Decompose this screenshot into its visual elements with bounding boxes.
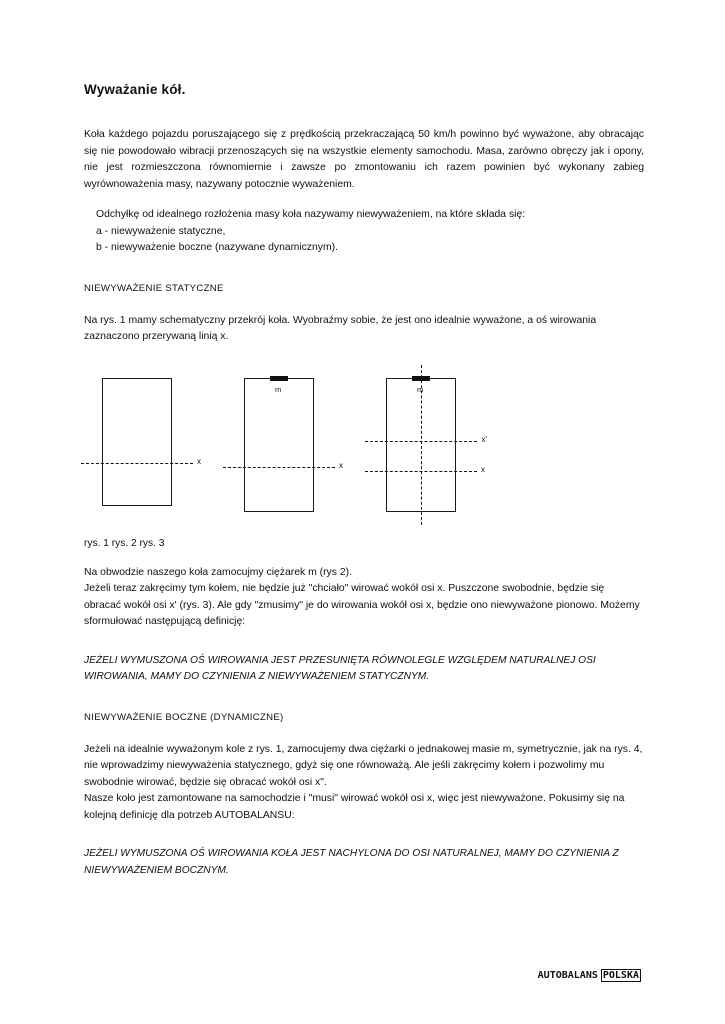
axis-label-x-prime-rys-3: x' [481,434,487,444]
mass-label-rys-2: m [275,384,282,394]
figure-rys-3 [386,378,487,512]
figure-rys-1 [102,378,201,506]
autobalans-polska-logo [538,969,641,982]
axis-vertical-rys-3 [421,365,422,525]
logo-text-autobalans: AUTOBALANS [537,970,598,981]
deviation-paragraph: Odchyłkę od idealnego rozłożenia masy koła nazywamy niewyważeniem, na które składa się: [96,209,526,220]
bullet-a: a - niewyważenie statyczne, [96,225,226,237]
figure-caption: rys. 1 rys. 2 rys. 3 [84,537,165,549]
axis-label-x-rys-3: x [481,464,485,474]
bullet-b: b - niewyważenie boczne (nazywane dynamicznym). [96,242,338,253]
definition-dynamic: JEŻELI WYMUSZONA OŚ WIROWANIA KOŁA JEST NACHYLONA DO OSI NATURALNEJ, MAMY DO CZYNIENIA Z NIEWYWAŻENIEM BOCZNYM. [84,848,619,876]
axis-label-x-rys-2: x [339,460,343,470]
page-title: Wyważanie kół. [84,82,186,97]
axis-x-rys-1 [81,463,193,464]
section2-paragraph-2: Nasze koło jest zamontowane na samochodzie i "musi" wirować wokół osi x, więc jest niewyważone. Pokusimy się na kolejną definicję dla potrzeb AUTOBALANSU: [84,793,625,821]
axis-x-rys-3 [365,471,477,472]
section-heading-dynamic: NIEWYWAŻENIE BOCZNE (DYNAMICZNE) [84,711,284,723]
document-content [84,82,644,893]
section1-paragraph: Na rys. 1 mamy schematyczny przekrój koła. Wyobraźmy sobie, że jest ono idealnie wyważone, a oś wirowania zaznaczono przerywaną linią x. [84,314,597,342]
definition-static: JEŻELI WYMUSZONA OŚ WIROWANIA JEST PRZESUNIĘTA RÓWNOLEGLE WZGLĘDEM NATURALNEJ OSI WIROWANIA, MAMY DO CZYNIENIA Z NIEWYWAŻENIEM STATYCZNYM. [84,654,596,682]
axis-x-rys-2 [223,467,335,468]
intro-paragraph: Koła każdego pojazdu poruszającego się z prędkością przekraczającą 50 km/h powinno być wyważone, aby obracając się nie powodowało wibracji przenoszących się na wszystkie elementy samochodu. Masa, zarówno obręczy jak i opony, nie jest rozmieszczona równomiernie i zawsze po zmontowaniu ich razem powinien być wykonany zabieg wyrównoważenia masy, nazywany potocznie wyważeniem. [84,129,644,190]
axis-label-x-rys-1: x [197,456,201,466]
section1-paragraph-2: Na obwodzie naszego koła zamocujmy ciężarek m (rys 2). [84,566,352,578]
mass-label-rys-3: m [417,384,424,394]
mass-block-rys-2 [270,376,288,381]
section2-paragraph: Jeżeli na idealnie wyważonym kole z rys. 1, zamocujemy dwa ciężarki o jednakowej masie m, symetrycznie, jak na rys. 4, nie wprowadzimy niewyważenia statycznego, gdyż się one równoważą. Ale jeśli zakręcimy kołem i pozwolimy mu swobodnie wirować, będzie się obracać wokół osi x". [84,743,643,788]
figure-group [84,372,644,532]
section1-paragraph-3: Jeżeli teraz zakręcimy tym kołem, nie będzie już "chciało" wirować wokół osi x. Puszczone swobodnie, będzie się obracać wokół osi x' (rys. 3). Ale gdy "zmusimy" je do wirowania wokół osi x, będzie ono niewyważone pionowo. Możemy sformułować następującą definicję: [84,583,640,627]
axis-x-prime-rys-3 [365,441,477,442]
figure-rys-2 [244,378,343,512]
logo-text-polska: POLSKA [602,970,639,981]
section-heading-static: NIEWYWAŻENIE STATYCZNE [84,282,224,294]
